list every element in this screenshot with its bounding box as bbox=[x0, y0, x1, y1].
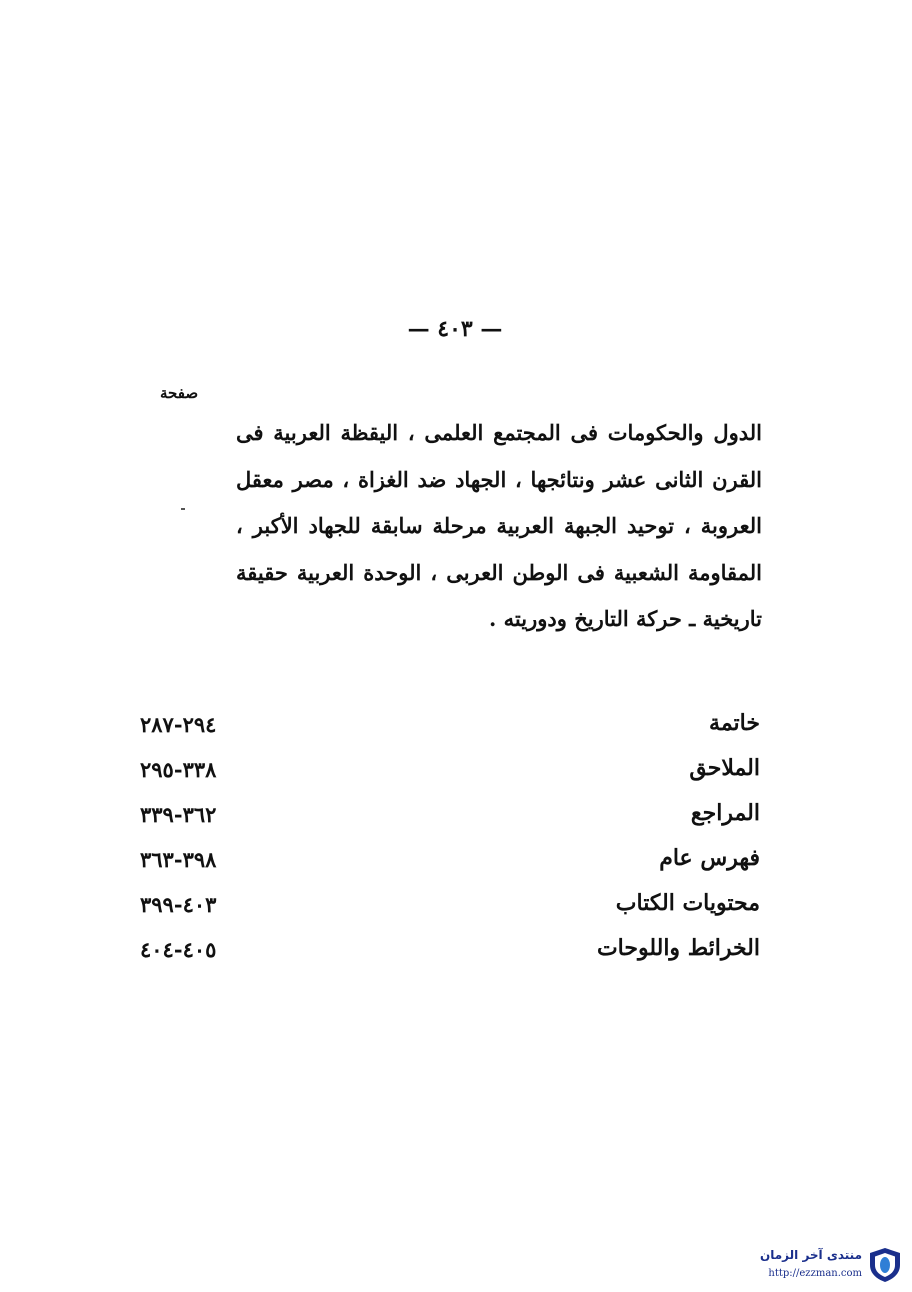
scan-speck bbox=[181, 508, 185, 510]
toc-title: الخرائط واللوحات bbox=[596, 935, 760, 961]
page-number: — ٤٠٣ — bbox=[407, 316, 503, 342]
toc-pages: ٤٠٣-٣٩٩ bbox=[140, 892, 217, 917]
shield-logo-icon bbox=[868, 1247, 902, 1283]
toc-row bbox=[140, 841, 760, 886]
toc-pages: ٢٩٤-٢٨٧ bbox=[140, 712, 217, 737]
toc-pages: ٣٣٨-٢٩٥ bbox=[140, 757, 217, 782]
toc-title: الملاحق bbox=[689, 755, 760, 781]
toc-pages: ٣٦٢-٣٣٩ bbox=[140, 802, 217, 827]
toc-pages: ٣٩٨-٣٦٣ bbox=[140, 847, 217, 872]
toc-title: خاتمة bbox=[709, 710, 760, 736]
chapter-contents-paragraph: الدول والحكومات فى المجتمع العلمى ، اليقظة العربية فى القرن الثانى عشر ونتائجها ، الجهاد ضد الغزاة ، مصر معقل العروبة ، توحيد الجبهة العربية مرحلة سابقة للجهاد الأكبر ، المقاومة الشعبية فى الوطن العربى ، الوحدة العربية حقيقة تاريخية ـ حركة التاريخ ودوريته . bbox=[236, 420, 762, 631]
toc-title: المراجع bbox=[690, 800, 760, 826]
table-of-contents bbox=[140, 706, 760, 976]
toc-row bbox=[140, 796, 760, 841]
watermark-url: http://ezzman.com bbox=[768, 1268, 862, 1279]
toc-row bbox=[140, 706, 760, 751]
watermark-name: منتدى آخر الزمان bbox=[760, 1248, 862, 1262]
toc-title: محتويات الكتاب bbox=[615, 890, 760, 916]
toc-row bbox=[140, 886, 760, 931]
page-column-header: صفحة bbox=[160, 384, 199, 402]
toc-title: فهرس عام bbox=[659, 845, 760, 871]
toc-row bbox=[140, 751, 760, 796]
forum-watermark bbox=[730, 1244, 908, 1288]
toc-row bbox=[140, 931, 760, 976]
toc-pages: ٤٠٥-٤٠٤ bbox=[140, 937, 217, 962]
